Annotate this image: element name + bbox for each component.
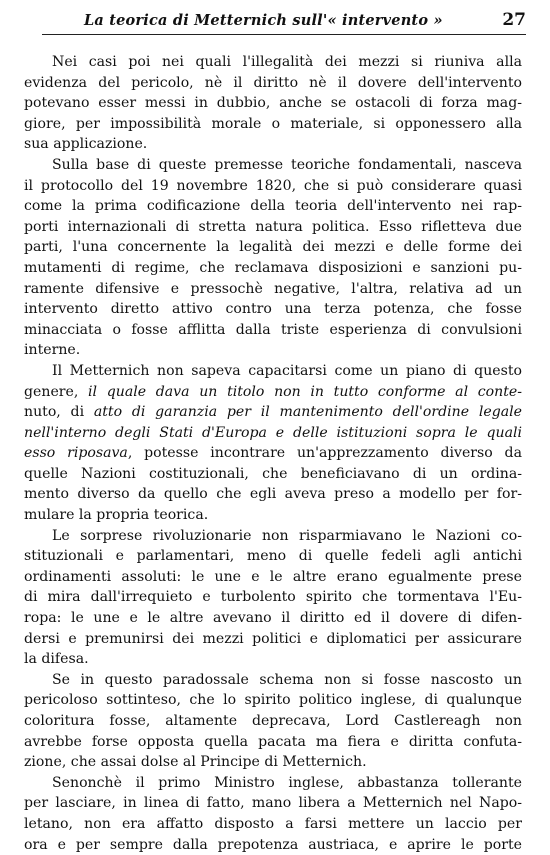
text-line: ora e per sempre dalla prepotenza austriaca, e aprire le porte [24, 836, 522, 853]
text-line: dersi e premunirsi dei mezzi politici e diplomatici per assicurare [24, 630, 522, 647]
running-title: La teorica di Metternich sull'« intervento » [84, 12, 443, 29]
text-line: per lasciare, in linea di fatto, mano libera a Metternich nel Napo- [24, 795, 522, 812]
text-line: mento diverso da quello che egli aveva preso a modello per for- [24, 486, 522, 503]
text-line: letano, non era affatto disposto a farsi mettere un laccio per [24, 815, 522, 832]
text-line: Nei casi poi nei quali l'illegalità dei mezzi si riuniva alla [52, 54, 522, 70]
italic-phrase: atto di garanzia per il mantenimento dell'ordine legale [93, 404, 522, 421]
text-fragment: genere, [24, 383, 89, 400]
text-line: di mira dall'irrequieto e turbolento spirito che tormentava l'Eu- [24, 589, 522, 606]
text-line: sua applicazione. [24, 136, 148, 153]
text-line: ramente difensive e pressochè negative, l'altra, relativa ad un [24, 280, 522, 297]
text-line [24, 443, 522, 464]
text-line: Sulla base di queste premesse teoriche fondamentali, nasceva [52, 156, 522, 173]
text-line: interne. [24, 342, 81, 359]
text-line: pericoloso sottinteso, che lo spirito politico inglese, di qualunque [24, 692, 522, 709]
text-line: coloritura fosse, altamente deprecava, Lord Castlereagh non [24, 713, 522, 729]
text-line: quelle Nazioni costituzionali, che beneficiavano di un ordina- [24, 465, 522, 482]
text-line: Le sorprese rivoluzionarie non risparmiavano le Nazioni co- [52, 527, 522, 544]
text-line: Senonchè il primo Ministro inglese, abbastanza tollerante [52, 774, 522, 791]
running-header [42, 10, 526, 35]
text-line: zione, che assai dolse al Principe di Metternich. [24, 754, 367, 771]
text-line: ordinamenti assoluti: le une e le altre erano egualmente prese [24, 568, 522, 585]
text-line: Se in questo paradossale schema non si fosse nascosto un [52, 671, 522, 688]
text-line [24, 382, 522, 403]
text-line: Il Metternich non sapeva capacitarsi come un piano di questo [52, 362, 522, 379]
text-line: ropa: le une e le altre avevano il diritto ed il dovere di difen- [24, 610, 522, 627]
text-line: come la prima codificazione della teoria dell'intervento nei rap- [24, 198, 522, 215]
text-line: la difesa. [24, 651, 89, 668]
text-line: potevano esser messi in dubbio, anche se ostacoli di forza mag- [24, 95, 522, 112]
body-text [24, 52, 522, 855]
italic-phrase: esso riposava [24, 445, 128, 462]
text-fragment: nuto, di [24, 404, 94, 421]
text-line: giore, per impossibilità morale o materiale, si opponessero alla [24, 115, 522, 132]
text-line: intervento diretto attivo contro una terza potenza, che fosse [24, 301, 522, 318]
text-line: mulare la propria teorica. [24, 507, 209, 524]
page-number: 27 [502, 10, 526, 30]
text-line: parti, l'una concernente la legalità dei mezzi e delle forme dei [24, 239, 522, 256]
text-line: stituzionali e parlamentari, meno di quelle fedeli agli antichi [24, 548, 522, 565]
text-line: mutamenti di regime, che reclamava disposizioni e sanzioni pu- [24, 259, 522, 276]
text-fragment: , potesse incontrare un'apprezzamento diverso da [127, 445, 522, 462]
text-line: nell'interno degli Stati d'Europa e delle istituzioni sopra le quali [24, 424, 522, 441]
text-line [24, 402, 522, 423]
italic-phrase: il quale dava un titolo non in tutto conforme al conte- [88, 383, 522, 400]
text-line: porti internazionali di stretta natura politica. Esso rifletteva due [24, 218, 522, 235]
text-line: minacciata o fosse afflitta dalla triste esperienza di convulsioni [24, 321, 522, 338]
text-line: evidenza del pericolo, nè il diritto nè il dovere dell'intervento [24, 74, 522, 91]
text-line: il protocollo del 19 novembre 1820, che si può considerare quasi [24, 177, 522, 194]
text-line: avrebbe forse opposta quella pacata ma fiera e diritta confuta- [24, 733, 522, 750]
